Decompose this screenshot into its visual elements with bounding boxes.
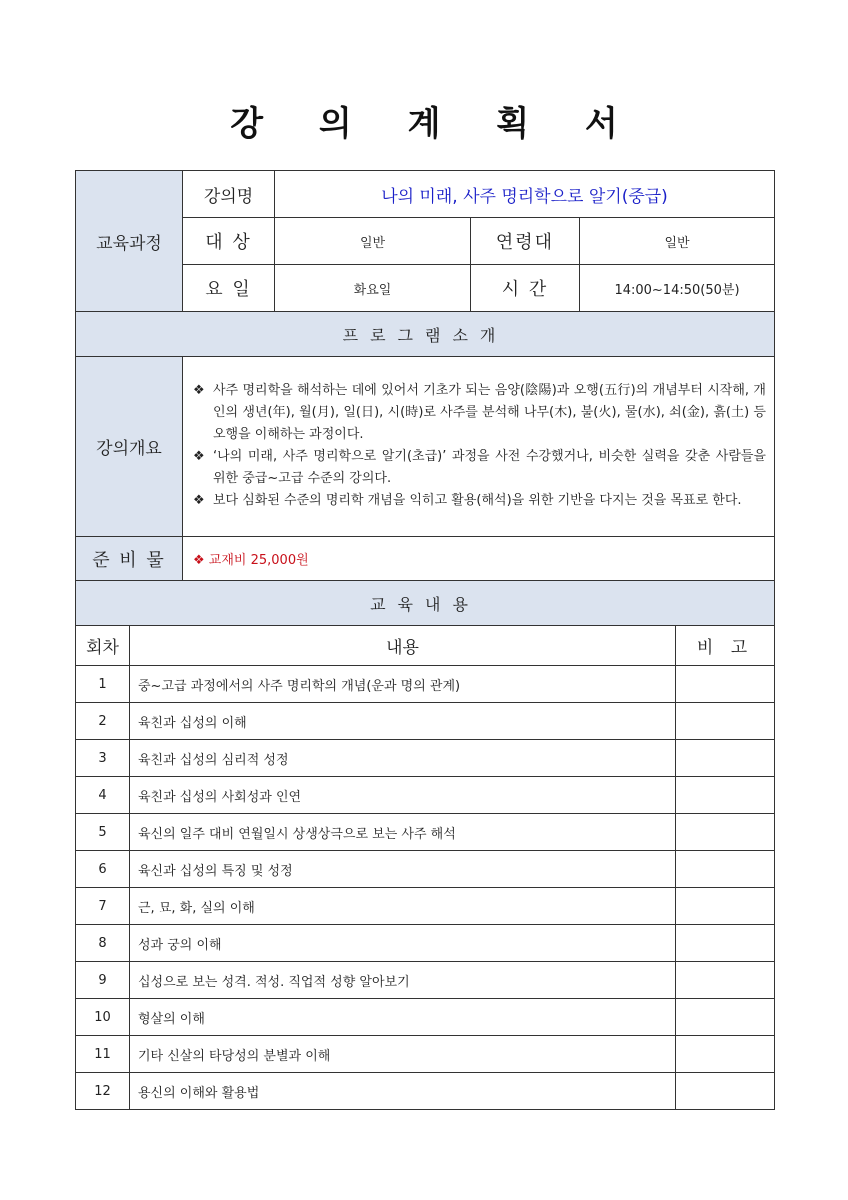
time-label: 시 간 — [471, 265, 580, 312]
content-column-header: 내용 — [130, 626, 676, 666]
session-note — [676, 740, 775, 777]
session-number: 12 — [76, 1073, 130, 1110]
table-row — [76, 888, 775, 925]
curriculum-table — [75, 625, 775, 1110]
session-number: 3 — [76, 740, 130, 777]
overview-item: ❖ 보다 심화된 수준의 명리학 개념을 익히고 활용(해석)을 위한 기반을 다지는 것을 목표로 한다. — [191, 490, 766, 512]
session-number: 8 — [76, 925, 130, 962]
day-value: 화요일 — [275, 265, 471, 312]
session-number: 9 — [76, 962, 130, 999]
session-content: 근, 묘, 화, 실의 이해 — [130, 888, 676, 925]
session-number: 11 — [76, 1036, 130, 1073]
time-value: 14:00~14:50(50분) — [580, 265, 775, 312]
session-note — [676, 1036, 775, 1073]
session-content: 기타 신살의 타당성의 분별과 이해 — [130, 1036, 676, 1073]
table-row — [76, 962, 775, 999]
session-content: 육친과 십성의 사회성과 인연 — [130, 777, 676, 814]
session-number: 7 — [76, 888, 130, 925]
age-label: 연령대 — [471, 218, 580, 265]
session-number: 4 — [76, 777, 130, 814]
session-note — [676, 666, 775, 703]
diamond-bullet-icon: ❖ — [193, 492, 205, 508]
diamond-bullet-icon: ❖ — [193, 553, 205, 568]
session-note — [676, 888, 775, 925]
table-row — [76, 1036, 775, 1073]
prep-value: ❖ 교재비 25,000원 — [183, 537, 775, 581]
prep-label: 준 비 물 — [76, 537, 183, 581]
session-number: 5 — [76, 814, 130, 851]
table-row — [76, 925, 775, 962]
session-number: 1 — [76, 666, 130, 703]
program-intro-heading: 프로그램소개 — [76, 312, 775, 357]
overview-item: ❖ 사주 명리학을 해석하는 데에 있어서 기초가 되는 음양(陰陽)과 오행(五行)의 개념부터 시작해, 개인의 생년(年), 월(月), 일(日), 시(時)로 사주를 분석해 나무(木), 불(火), 물(水), 쇠(金), 흙(土) 등 오행을 이해하는 과정이다. — [191, 380, 766, 446]
session-note — [676, 1073, 775, 1110]
table-row — [76, 814, 775, 851]
diamond-bullet-icon: ❖ — [193, 382, 205, 398]
target-value: 일반 — [275, 218, 471, 265]
table-row — [76, 1073, 775, 1110]
overview-content — [183, 357, 775, 537]
session-content: 육친과 십성의 이해 — [130, 703, 676, 740]
course-label: 교육과정 — [76, 171, 183, 312]
session-note — [676, 962, 775, 999]
info-table — [75, 170, 775, 626]
session-number: 6 — [76, 851, 130, 888]
note-column-header: 비 고 — [676, 626, 775, 666]
session-content: 성과 궁의 이해 — [130, 925, 676, 962]
diamond-bullet-icon: ❖ — [193, 448, 205, 464]
session-column-header: 회차 — [76, 626, 130, 666]
overview-label: 강의개요 — [76, 357, 183, 537]
session-number: 10 — [76, 999, 130, 1036]
session-note — [676, 999, 775, 1036]
table-row — [76, 851, 775, 888]
session-content: 형살의 이해 — [130, 999, 676, 1036]
table-row — [76, 777, 775, 814]
lecture-name-label: 강의명 — [183, 171, 275, 218]
table-row — [76, 703, 775, 740]
session-note — [676, 703, 775, 740]
overview-item: ❖ ‘나의 미래, 사주 명리학으로 알기(초급)’ 과정을 사전 수강했거나, 비슷한 실력을 갖춘 사람들을 위한 중급~고급 수준의 강의다. — [191, 446, 766, 490]
day-label: 요 일 — [183, 265, 275, 312]
session-content: 육친과 십성의 심리적 성정 — [130, 740, 676, 777]
session-note — [676, 925, 775, 962]
document-title: 강 의 계 획 서 — [230, 104, 640, 144]
session-content: 중~고급 과정에서의 사주 명리학의 개념(운과 명의 관계) — [130, 666, 676, 703]
table-row — [76, 999, 775, 1036]
session-number: 2 — [76, 703, 130, 740]
lecture-name: 나의 미래, 사주 명리학으로 알기(중급) — [275, 171, 775, 218]
curriculum-heading: 교육내용 — [76, 581, 775, 626]
session-note — [676, 851, 775, 888]
table-row — [76, 666, 775, 703]
session-note — [676, 777, 775, 814]
session-content: 십성으로 보는 성격. 적성. 직업적 성향 알아보기 — [130, 962, 676, 999]
session-content: 육신과 십성의 특징 및 성정 — [130, 851, 676, 888]
age-value: 일반 — [580, 218, 775, 265]
session-content: 육신의 일주 대비 연월일시 상생상극으로 보는 사주 해석 — [130, 814, 676, 851]
target-label: 대 상 — [183, 218, 275, 265]
session-content: 용신의 이해와 활용법 — [130, 1073, 676, 1110]
table-row — [76, 740, 775, 777]
session-note — [676, 814, 775, 851]
